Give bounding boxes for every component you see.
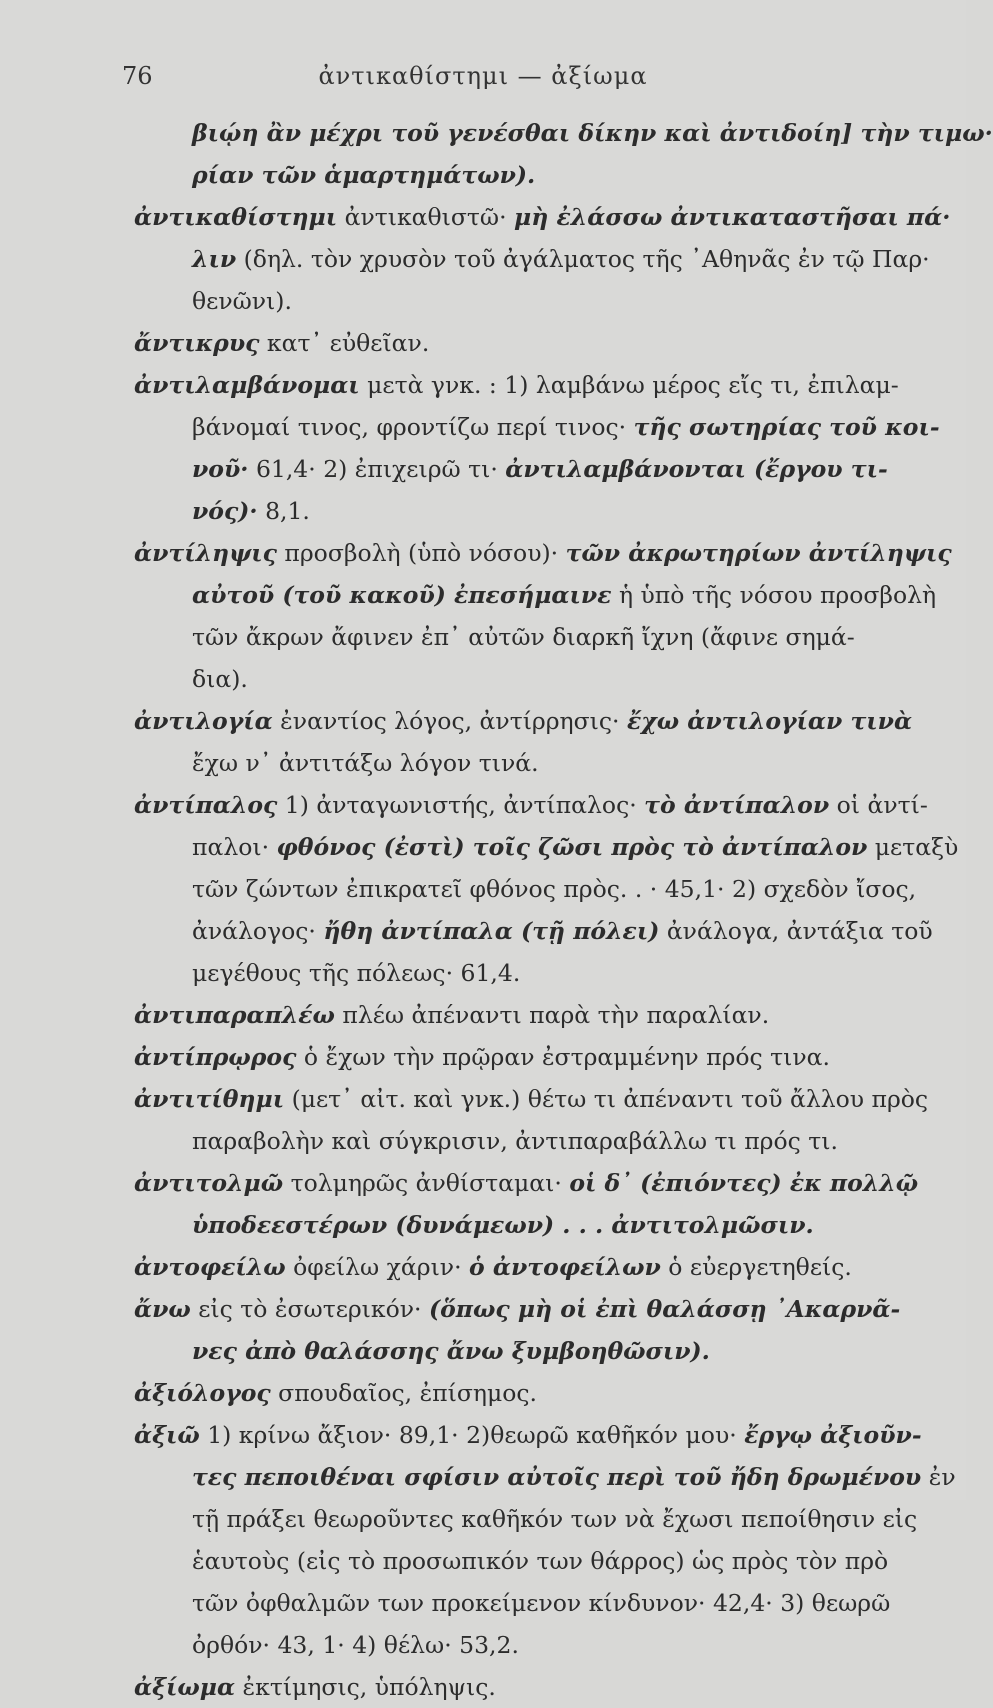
plain-text: ἔχω ν᾿ ἀντιτάξω λόγον τινά. [192, 749, 539, 777]
entry-headword-line [134, 1036, 950, 1078]
bold-italic-text: μὴ ἐλάσσω ἀντικαταστῆσαι πά· [514, 203, 951, 231]
bold-italic-text: ἀντικαθίστημι [134, 203, 338, 231]
bold-italic-text: ἀξιόλογος [134, 1379, 271, 1407]
entry-headword-line [134, 322, 950, 364]
bold-italic-text: βιῴη ἂν μέχρι τοῦ γενέσθαι δίκην καὶ ἀντιδοίη] τὴν τιμω· [192, 119, 993, 147]
plain-text: ἐκτίμησις, ὑπόληψις. [235, 1673, 496, 1701]
bold-italic-text: ἀντιλαμβάνομαι [134, 371, 360, 399]
plain-text: 8,1. [257, 497, 310, 525]
plain-text: 61,4· 2) ἐπιχειρῶ τι· [248, 455, 506, 483]
plain-text: τῶν ζώντων ἐπικρατεῖ φθόνος πρὸς. . · 45,1· 2) σχεδὸν ἴσος, [192, 875, 917, 903]
entry-continuation-line [134, 952, 950, 994]
bold-italic-text: τὸ ἀντίπαλον [644, 791, 830, 819]
entry-continuation-line [134, 1624, 950, 1666]
entry-continuation-line [134, 154, 950, 196]
entry-continuation-line [134, 1498, 950, 1540]
entry-headword-line [134, 196, 950, 238]
plain-text: τῶν ἄκρων ἄφινεν ἐπ᾿ αὐτῶν διαρκῆ ἴχνη (ἄφινε σημά- [192, 623, 855, 651]
plain-text: παλοι· [192, 833, 277, 861]
entry-continuation-line [134, 574, 950, 616]
entry-continuation-line [134, 658, 950, 700]
plain-text: μετὰ γνκ. : 1) λαμβάνω μέρος εἴς τι, ἐπιλαμ- [359, 371, 899, 399]
bold-italic-text: ἀντίπαλος [134, 791, 278, 819]
bold-italic-text: ὁ ἀντοφείλων [469, 1253, 661, 1281]
plain-text: τῇ πράξει θεωροῦντες καθῆκόν των νὰ ἔχωσι πεποίθησιν εἰς [192, 1505, 918, 1533]
plain-text: ἀνάλογος· [192, 917, 324, 945]
bold-italic-text: ἤθη ἀντίπαλα (τῇ πόλει) [323, 917, 660, 945]
bold-italic-text: ἄνω [134, 1295, 191, 1323]
plain-text: δια). [192, 665, 248, 693]
plain-text: ἀντικαθιστῶ· [337, 203, 515, 231]
bold-italic-text: ἄντικρυς [134, 329, 260, 357]
plain-text: τῶν ὀφθαλμῶν των προκείμενον κίνδυνον· 42,4· 3) θεωρῶ [192, 1589, 891, 1617]
plain-text: οἱ ἀντί- [829, 791, 928, 819]
entry-headword-line [134, 1288, 950, 1330]
entry-continuation-line [134, 742, 950, 784]
plain-text: ὀρθόν· 43, 1· 4) θέλω· 53,2. [192, 1631, 519, 1659]
bold-italic-text: ἀντιλαμβάνονται (ἔργου τι- [505, 455, 888, 483]
bold-italic-text: ἀντίπρῳρος [134, 1043, 297, 1071]
page-number: 76 [122, 62, 153, 90]
plain-text: παραβολὴν καὶ σύγκρισιν, ἀντιπαραβάλλω τι πρός τι. [192, 1127, 838, 1155]
plain-text: μεταξὺ [867, 833, 959, 861]
bold-italic-text: ρίαν τῶν ἁμαρτημάτων). [192, 161, 536, 189]
bold-italic-text: φθόνος (ἐστὶ) τοῖς ζῶσι πρὸς τὸ ἀντίπαλον [276, 833, 868, 861]
plain-text: 1) ἀνταγωνιστής, ἀντίπαλος· [277, 791, 645, 819]
entry-headword-line [134, 1666, 950, 1708]
entry-continuation-line [134, 1582, 950, 1624]
plain-text: πλέω ἀπέναντι παρὰ τὴν παραλίαν. [334, 1001, 770, 1029]
plain-text: ἐναντίος λόγος, ἀντίρρησις· [272, 707, 627, 735]
bold-italic-text: ἀντίληψις [134, 539, 277, 567]
entry-headword-line [134, 1372, 950, 1414]
entry-continuation-line [134, 1540, 950, 1582]
plain-text: βάνομαί τινος, φροντίζω περί τινος· [192, 413, 634, 441]
bold-italic-text: νες ἀπὸ θαλάσσης ἄνω ξυμβοηθῶσιν). [192, 1337, 710, 1365]
plain-text: προσβολὴ (ὑπὸ νόσου)· [276, 539, 566, 567]
plain-text: μεγέθους τῆς πόλεως· 61,4. [192, 959, 521, 987]
bold-italic-text: νός)· [192, 497, 258, 525]
entry-continuation-line [134, 1204, 950, 1246]
entry-headword-line [134, 532, 950, 574]
entry-continuation-line [134, 280, 950, 322]
plain-text: (μετ᾿ αἰτ. καὶ γνκ.) θέτω τι ἀπέναντι τοῦ ἄλλου πρὸς [284, 1085, 929, 1113]
bold-italic-text: λιν [192, 245, 237, 273]
entry-continuation-line [134, 238, 950, 280]
entry-headword-line [134, 1078, 950, 1120]
page-header [0, 62, 966, 102]
entry-continuation-line [134, 910, 950, 952]
plain-text: σπουδαῖος, ἐπίσημος. [270, 1379, 538, 1407]
bold-italic-text: ἀντιπαραπλέω [134, 1001, 335, 1029]
plain-text: ὁ εὐεργετηθείς. [660, 1253, 852, 1281]
plain-text: εἰς τὸ ἐσωτερικόν· [190, 1295, 429, 1323]
plain-text: τολμηρῶς ἀνθίσταμαι· [283, 1169, 570, 1197]
bold-italic-text: τῆς σωτηρίας τοῦ κοι- [633, 413, 940, 441]
entry-headword-line [134, 364, 950, 406]
entry-headword-line [134, 784, 950, 826]
entry-continuation-line [134, 616, 950, 658]
entry-continuation-line [134, 1120, 950, 1162]
entry-headword-line [134, 994, 950, 1036]
entry-headword-line [134, 1162, 950, 1204]
bold-italic-text: τες πεποιθέναι σφίσιν αὐτοῖς περὶ τοῦ ἤδη δρωμένου [192, 1463, 922, 1491]
bold-italic-text: ἀντοφείλω [134, 1253, 286, 1281]
plain-text: ὀφείλω χάριν· [285, 1253, 470, 1281]
plain-text: ἡ ὑπὸ τῆς νόσου προσβολὴ [611, 581, 937, 609]
bold-italic-text: ἔργῳ ἀξιοῦν- [744, 1421, 922, 1449]
bold-italic-text: ἀντιτίθημι [134, 1085, 285, 1113]
bold-italic-text: ἀντιλογία [134, 707, 273, 735]
entry-headword-line [134, 1246, 950, 1288]
entry-headword-line [134, 1414, 950, 1456]
bold-italic-text: ἀξιῶ [134, 1421, 200, 1449]
entry-headword-line [134, 700, 950, 742]
running-head: ἀντικαθίστημι — ἀξίωμα [318, 62, 648, 90]
bold-italic-text: ἔχω ἀντιλογίαν τινὰ [627, 707, 913, 735]
plain-text: ὁ ἔχων τὴν πρῷραν ἐστραμμένην πρός τινα. [296, 1043, 831, 1071]
bold-italic-text: οἱ δ᾿ (ἐπιόντες) ἐκ πολλῷ [569, 1169, 919, 1197]
entry-continuation-line [134, 826, 959, 868]
plain-text: (δηλ. τὸν χρυσὸν τοῦ ἀγάλματος τῆς ᾿Αθηνᾶς ἐν τῷ Παρ· [236, 245, 930, 273]
entry-continuation-line [134, 448, 950, 490]
plain-text: ἐν [921, 1463, 956, 1491]
plain-text: θενῶνι). [192, 287, 292, 315]
bold-italic-text: νοῦ· [192, 455, 249, 483]
bold-italic-text: (ὅπως μὴ οἱ ἐπὶ θαλάσσῃ ᾿Ακαρνᾶ- [428, 1295, 901, 1323]
entry-continuation-line [134, 112, 993, 154]
bold-italic-text: ὑποδεεστέρων (δυνάμεων) . . . ἀντιτολμῶσιν. [192, 1211, 814, 1239]
bold-italic-text: αὐτοῦ (τοῦ κακοῦ) ἐπεσήμαινε [192, 581, 612, 609]
entry-continuation-line [134, 406, 950, 448]
plain-text: 1) κρίνω ἄξιον· 89,1· 2)θεωρῶ καθῆκόν μου· [199, 1421, 745, 1449]
entry-continuation-line [134, 490, 950, 532]
entry-continuation-line [134, 868, 950, 910]
plain-text: ἑαυτοὺς (εἰς τὸ προσωπικόν των θάρρος) ὡς πρὸς τὸν πρὸ [192, 1547, 889, 1575]
bold-italic-text: ἀξίωμα [134, 1673, 236, 1701]
entry-continuation-line [134, 1456, 956, 1498]
plain-text: ἀνάλογα, ἀντάξια τοῦ [659, 917, 933, 945]
bold-italic-text: τῶν ἀκρωτηρίων ἀντίληψις [565, 539, 952, 567]
bold-italic-text: ἀντιτολμῶ [134, 1169, 284, 1197]
plain-text: κατ᾿ εὐθεῖαν. [259, 329, 430, 357]
dictionary-entries [134, 112, 993, 1708]
entry-continuation-line [134, 1330, 950, 1372]
